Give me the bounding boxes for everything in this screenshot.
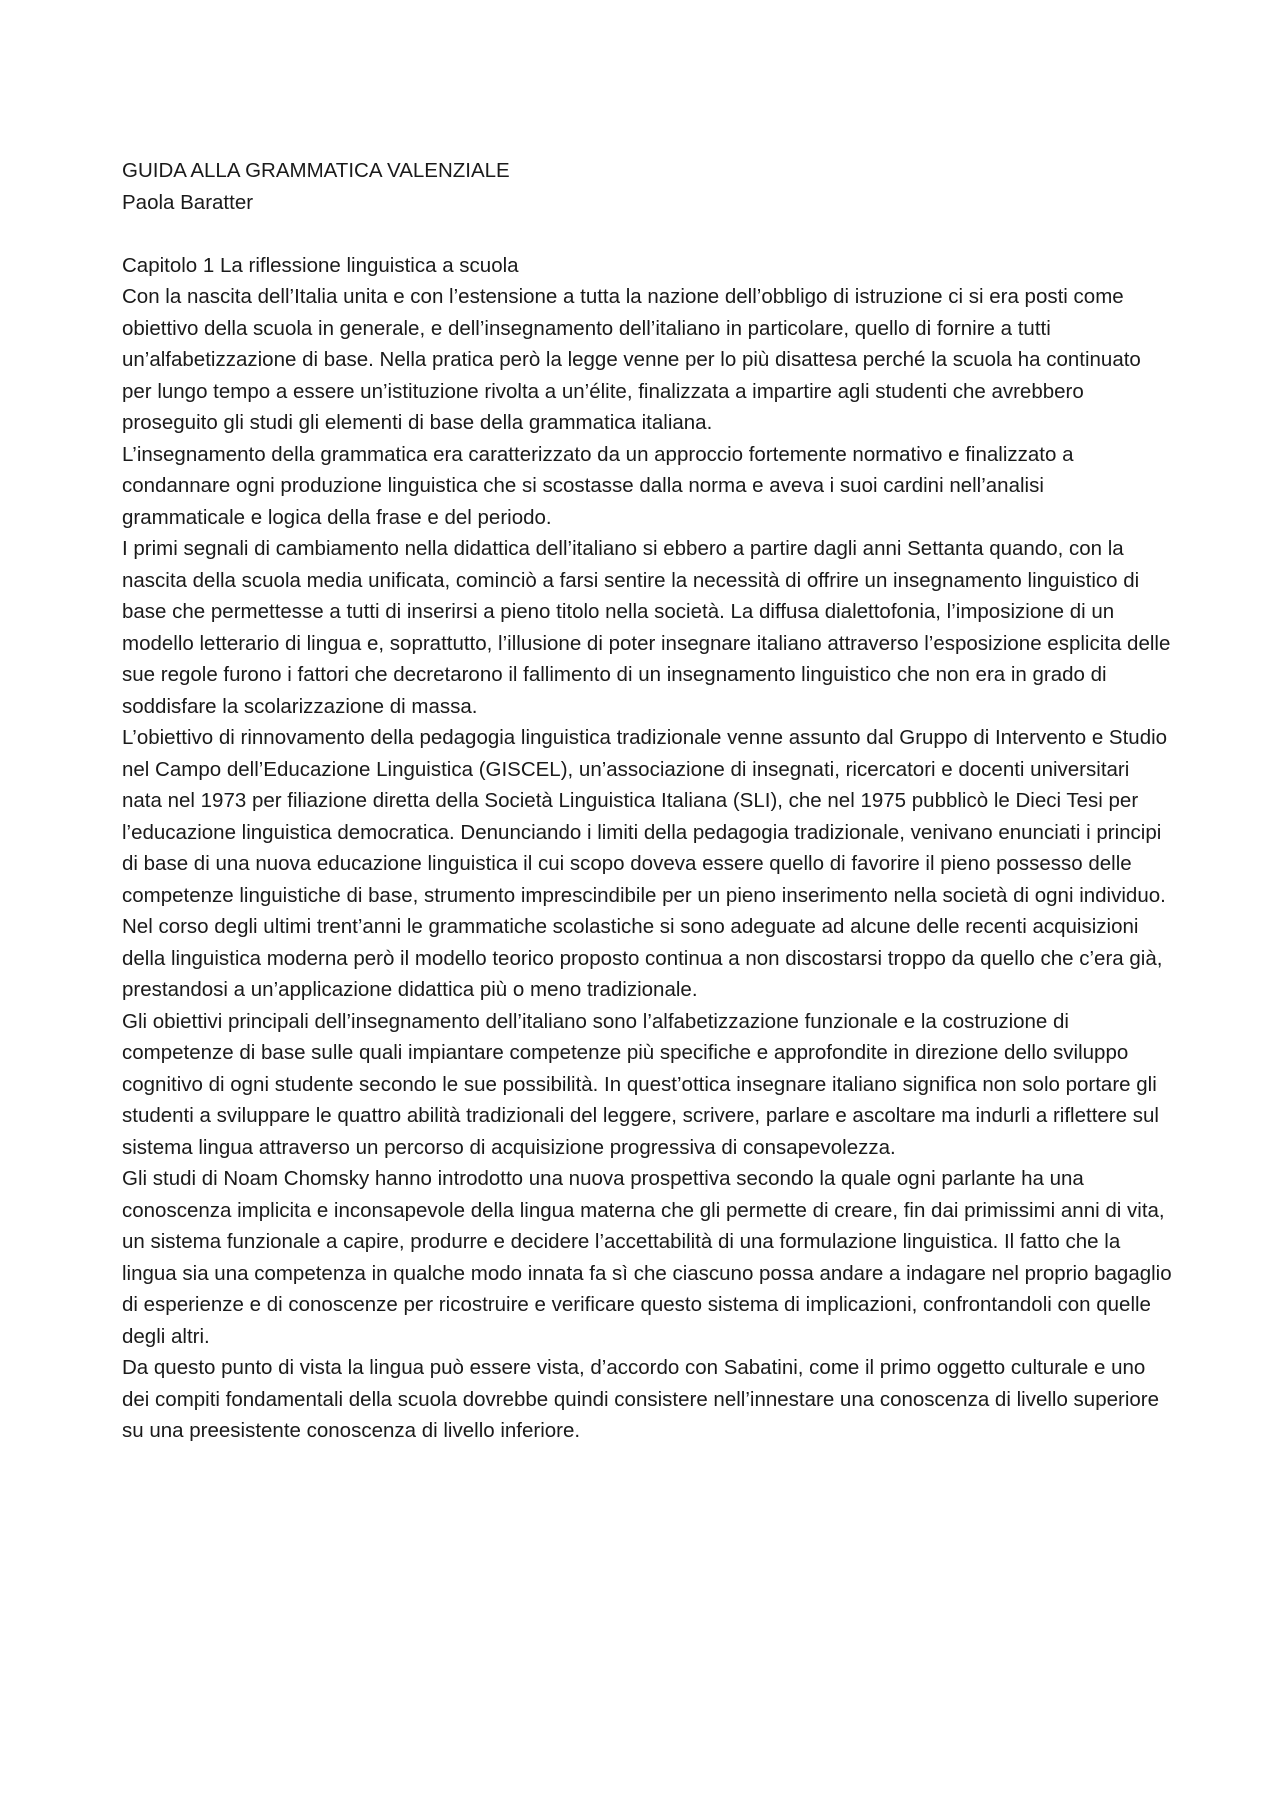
- paragraph-3: I primi segnali di cambiamento nella didattica dell’italiano si ebbero a partire dagli anni Settanta quando, con la nascita della scuola media unificata, cominciò a farsi sentire la necessità di offrire un insegnamento linguistico di base che permettesse a tutti di inserirsi a pieno titolo nella società. La diffusa dialettofonia, l’imposizione di un modello letterario di lingua e, soprattutto, l’illusione di poter insegnare italiano attraverso l’esposizione esplicita delle sue regole furono i fattori che decretarono il fallimento di un insegnamento linguistico che non era in grado di soddisfare la scolarizzazione di massa.: [122, 537, 1171, 718]
- document-author: Paola Baratter: [122, 190, 254, 214]
- paragraph-5: Nel corso degli ultimi trent’anni le grammatiche scolastiche si sono adeguate ad alcune delle recenti acquisizioni della linguistica moderna però il modello teorico proposto continua a non discostarsi troppo da quello che c’era già, prestandosi a un’applicazione didattica più o meno tradizionale.: [122, 915, 1163, 1001]
- document-page: [122, 155, 1172, 1447]
- document-title: GUIDA ALLA GRAMMATICA VALENZIALE: [122, 159, 510, 182]
- blank-line: [122, 218, 1172, 250]
- chapter-heading: Capitolo 1 La riflessione linguistica a scuola: [122, 253, 519, 277]
- paragraph-8: Da questo punto di vista la lingua può essere vista, d’accordo con Sabatini, come il primo oggetto culturale e uno dei compiti fondamentali della scuola dovrebbe quindi consistere nell’innestare una conoscenza di livello superiore su una preesistente conoscenza di livello inferiore.: [122, 1356, 1160, 1442]
- paragraph-7: Gli studi di Noam Chomsky hanno introdotto una nuova prospettiva secondo la quale ogni parlante ha una conoscenza implicita e inconsapevole della lingua materna che gli permette di creare, fin dai primissimi anni di vita, un sistema funzionale a capire, produrre e decidere l’accettabilità di una formulazione linguistica. Il fatto che la lingua sia una competenza in qualche modo innata fa sì che ciascuno possa andare a indagare nel proprio bagaglio di esperienze e di conoscenze per ricostruire e verificare questo sistema di implicazioni, confrontandoli con quelle degli altri.: [122, 1167, 1172, 1348]
- paragraph-2: L’insegnamento della grammatica era caratterizzato da un approccio fortemente normativo e finalizzato a condannare ogni produzione linguistica che si scostasse dalla norma e aveva i suoi cardini nell’analisi grammaticale e logica della frase e del periodo.: [122, 442, 1074, 529]
- paragraph-6: Gli obiettivi principali dell’insegnamento dell’italiano sono l’alfabetizzazione funzionale e la costruzione di competenze di base sulle quali impiantare competenze più specifiche e approfondite in direzione dello sviluppo cognitivo di ogni studente secondo le sue possibilità. In quest’ottica insegnare italiano significa non solo portare gli studenti a sviluppare le quattro abilità tradizionali del leggere, scrivere, parlare e ascoltare ma indurli a riflettere sul sistema lingua attraverso un percorso di acquisizione progressiva di consapevolezza.: [122, 1009, 1159, 1159]
- paragraph-4: L’obiettivo di rinnovamento della pedagogia linguistica tradizionale venne assunto dal Gruppo di Intervento e Studio nel Campo dell’Educazione Linguistica (GISCEL), un’associazione di insegnati, ricercatori e docenti universitari nata nel 1973 per filiazione diretta della Società Linguistica Italiana (SLI), che nel 1975 pubblicò le Dieci Tesi per l’educazione linguistica democratica. Denunciando i limiti della pedagogia tradizionale, venivano enunciati i principi di base di una nuova educazione linguistica il cui scopo doveva essere quello di favorire il pieno possesso delle competenze linguistiche di base, strumento imprescindibile per un pieno inserimento nella società di ogni individuo.: [122, 726, 1168, 907]
- paragraph-1: Con la nascita dell’Italia unita e con l’estensione a tutta la nazione dell’obbligo di istruzione ci si era posti come obiettivo della scuola in generale, e dell’insegnamento dell’italiano in particolare, quello di fornire a tutti un’alfabetizzazione di base. Nella pratica però la legge venne per lo più disattesa perché la scuola ha continuato per lungo tempo a essere un’istituzione rivolta a un’élite, finalizzata a impartire agli studenti che avrebbero proseguito gli studi gli elementi di base della grammatica italiana.: [122, 285, 1141, 434]
